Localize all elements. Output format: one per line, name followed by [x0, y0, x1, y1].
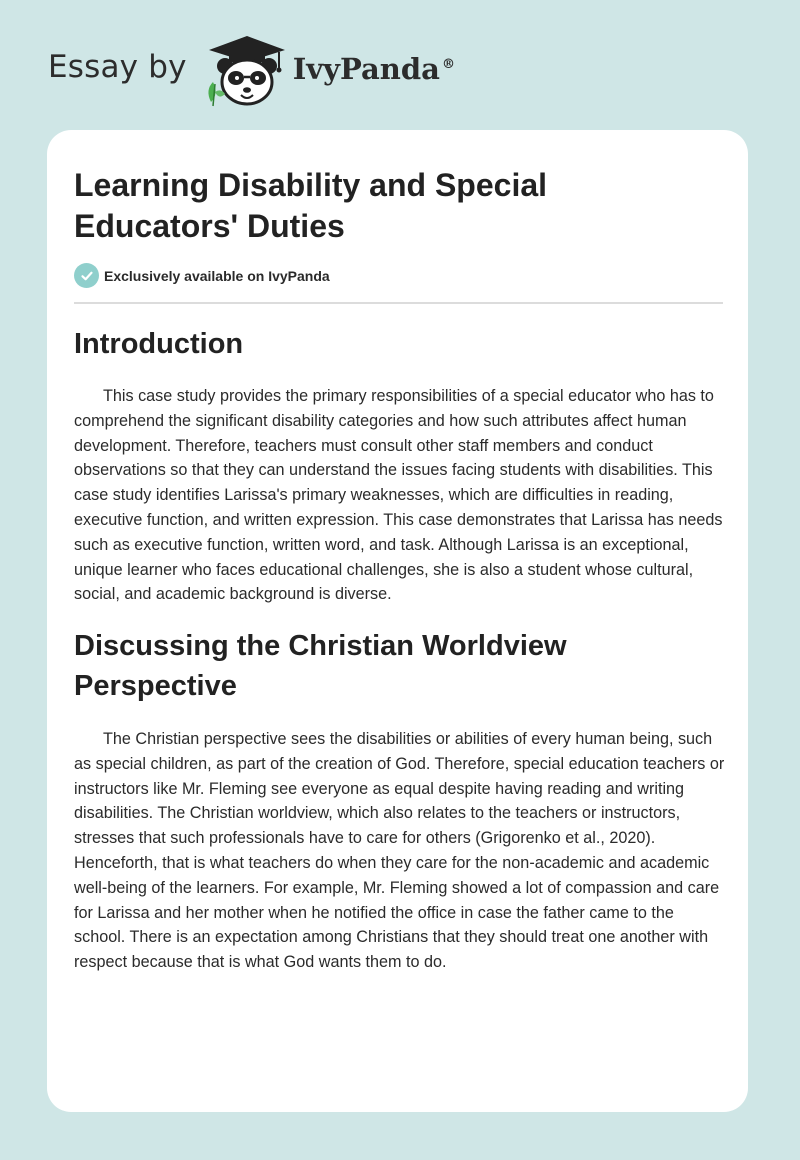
- brand-header: [48, 30, 455, 110]
- exclusive-badge: [74, 263, 330, 288]
- registered-mark: ®: [441, 57, 455, 73]
- section-heading-christian-worldview: Discussing the Christian Worldview Perspective: [74, 630, 567, 702]
- essay-card: [47, 130, 748, 1112]
- page-title: Learning Disability and Special Educators' Duties: [74, 167, 548, 244]
- brand-name-text: IvyPanda: [292, 52, 440, 86]
- badge-text: Exclusively available on IvyPanda: [104, 267, 330, 284]
- title-divider: [74, 302, 723, 304]
- brand-prefix: Essay by: [48, 49, 187, 85]
- section-paragraph-christian-worldview: The Christian perspective sees the disabilities or abilities of every human being, such as special children, as part of the creation of God. Therefore, special education teachers or instructors like Mr. Fleming see everyone as equal despite having reading and writing disabilities. The Christian worldview, which also relates to the teachers or instructors, stresses that such professionals have to care for others (Grigorenko et al., 2020). Henceforth, that is what teachers do when they care for the non-academic and academic well-being of the learners. For example, Mr. Fleming showed a lot of compassion and care for Larissa and her mother when he notified the office in case the father came to the school. There is an expectation among Christians that they should treat one another with respect because that is what God wants them to do.: [74, 730, 725, 972]
- panda-graduate-icon[interactable]: [201, 30, 293, 110]
- section-paragraph-introduction: This case study provides the primary responsibilities of a special educator who has to comprehend the significant disability categories and how such attributes affect human development. Therefore, teachers must consult other staff members and conduct observations so that they can understand the issues facing students with disabilities. This case study identifies Larissa's primary weaknesses, which are difficulties in reading, executive function, and written expression. This case demonstrates that Larissa has needs such as executive function, written word, and task. Although Larissa is an exceptional, unique learner who faces educational challenges, she is also a student whose cultural, social, and academic background is diverse.: [74, 387, 723, 604]
- section-heading-introduction: Introduction: [74, 328, 244, 360]
- brand-name[interactable]: [293, 52, 455, 86]
- check-circle-icon: [74, 263, 99, 288]
